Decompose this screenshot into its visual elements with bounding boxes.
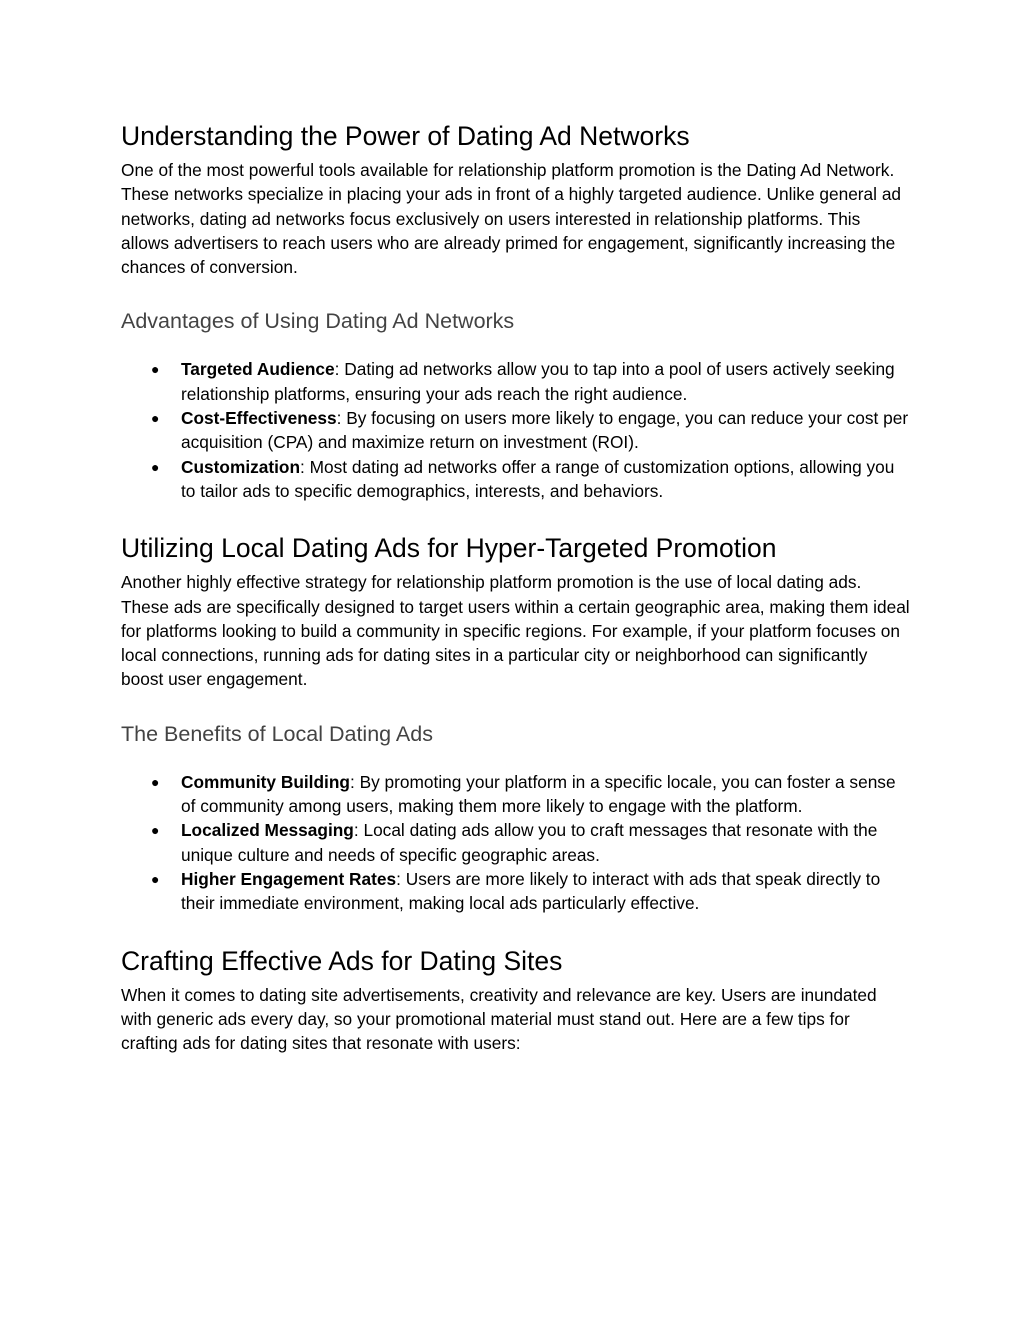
document-page [121, 118, 911, 1055]
bullet-term: Customization [181, 456, 301, 477]
bullet-term: Higher Engagement Rates [181, 868, 397, 889]
bullet-icon: ● [151, 822, 160, 839]
bullet-text: : By promoting your platform in a specific locale, you can foster a sense of community among users, making them more likely to engage with the platform. [181, 771, 896, 817]
bullet-icon: ● [151, 870, 160, 887]
bullet-icon: ● [151, 361, 160, 378]
section-subheading: Advantages of Using Dating Ad Networks [121, 309, 515, 334]
bullet-term: Cost-Effectiveness [181, 408, 337, 429]
bullet-term: Targeted Audience [181, 359, 335, 380]
list-item [151, 357, 911, 406]
section-heading: Utilizing Local Dating Ads for Hyper-Targeted Promotion [121, 533, 777, 564]
bullet-text: : Dating ad networks allow you to tap into a pool of users actively seeking relationship platforms, ensuring your ads reach the right audience. [181, 359, 895, 404]
bullet-term: Community Building [181, 771, 350, 792]
bullet-icon: ● [151, 773, 160, 790]
list-item [151, 455, 911, 504]
bullet-text: : By focusing on users more likely to engage, you can reduce your cost per acquisition (CPA) and maximize return on investment (ROI). [181, 408, 909, 453]
bullet-text: : Most dating ad networks offer a range of customization options, allowing you to tailor ads to specific demographics, interests, and behaviors. [181, 456, 895, 501]
section-heading: Crafting Effective Ads for Dating Sites [121, 945, 563, 976]
section-subheading: The Benefits of Local Dating Ads [121, 721, 433, 746]
bullet-text: : Users are more likely to interact with ads that speak directly to their immediate environment, making local ads particularly effective. [181, 868, 881, 914]
bullet-term: Localized Messaging [181, 820, 354, 841]
bullet-list [121, 770, 911, 916]
section-paragraph: Another highly effective strategy for relationship platform promotion is the use of local dating ads. These ads are specifically designed to target users within a certain geographic area, making them ideal for platforms looking to build a community in specific regions. For example, if your platform focuses on local connections, running ads for dating sites in a particular city or neighborhood can significantly boost user engagement. [121, 572, 910, 690]
list-item [151, 818, 911, 867]
bullet-text: : Local dating ads allow you to craft messages that resonate with the unique culture and needs of specific geographic areas. [181, 820, 878, 865]
section-heading: Understanding the Power of Dating Ad Networks [121, 121, 690, 151]
section-paragraph: When it comes to dating site advertisements, creativity and relevance are key. Users are inundated with generic ads every day, so your promotional material must stand out. Here are a few tips for crafting ads for dating sites that resonate with users: [121, 984, 877, 1054]
bullet-icon: ● [151, 410, 160, 427]
section-paragraph: One of the most powerful tools available for relationship platform promotion is the Dating Ad Network. These networks specialize in placing your ads in front of a highly targeted audience. Unlike general ad networks, dating ad networks focus exclusively on users interested in relationship platforms. This allows advertisers to reach users who are already primed for engagement, significantly increasing the chances of conversion. [121, 160, 902, 278]
bullet-list [121, 357, 911, 503]
bullet-icon: ● [151, 458, 160, 475]
list-item [151, 770, 911, 819]
list-item [151, 406, 911, 455]
list-item [151, 867, 911, 916]
